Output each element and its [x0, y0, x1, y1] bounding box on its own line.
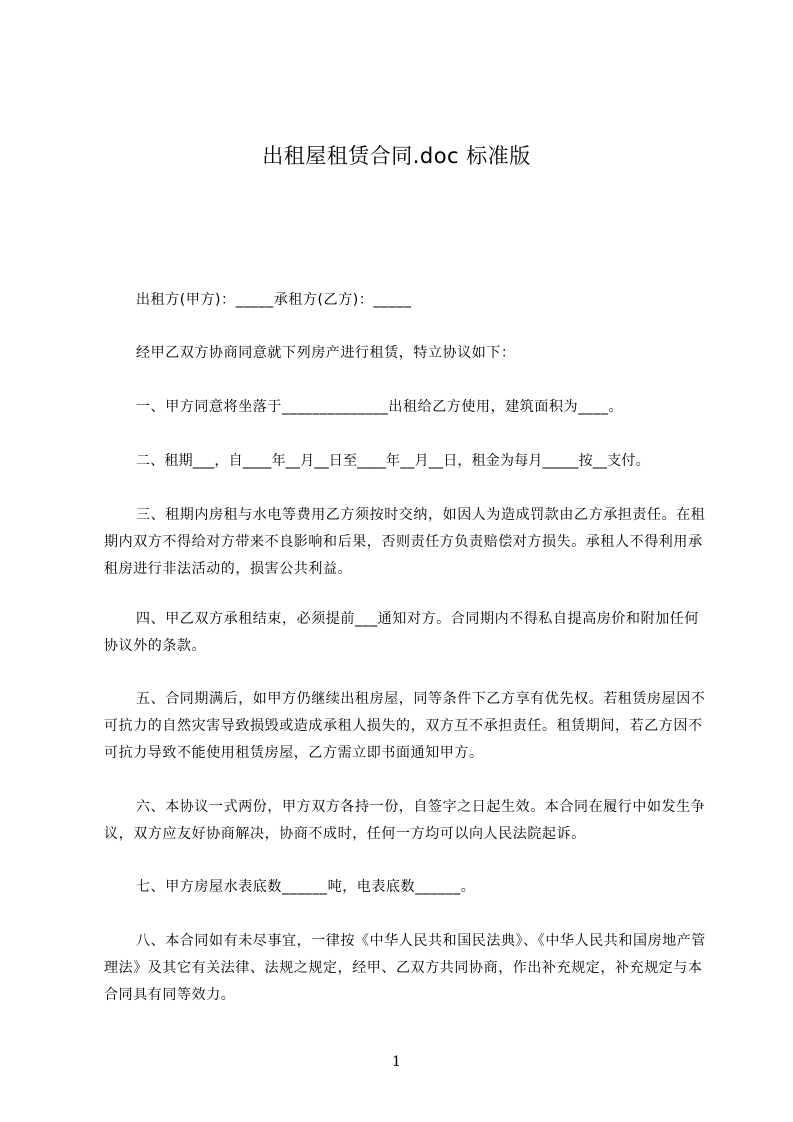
clause-6: 六、本协议一式两份，甲方双方各持一份，自签字之日起生效。本合同在履行中如发生争议，双方应友好协商解决，协商不成时，任何一方均可以向人民法院起诉。 — [104, 799, 706, 842]
page-number: 1 — [392, 1054, 401, 1070]
clause-7: 七、甲方房屋水表底数______吨，电表底数______。 — [136, 879, 476, 895]
clause-1: 一、甲方同意将坐落于______________出租给乙方使用，建筑面积为____。 — [136, 399, 624, 415]
clause-5: 五、合同期满后，如甲方仍继续出租房屋，同等条件下乙方享有优先权。若租赁房屋因不可抗力的自然灾害导致损毁或造成承租人损失的，双方互不承担责任。租赁期间，若乙方因不可抗力导致不能使用租赁房屋，乙方需立即书面通知甲方。 — [104, 691, 706, 761]
clause-3: 三、租期内房租与水电等费用乙方须按时交纳，如因人为造成罚款由乙方承担责任。在租期内双方不得给对方带来不良影响和后果，否则责任方负责赔偿对方损失。承租人不得利用承租房进行非法活动的，损害公共利益。 — [104, 507, 706, 577]
clause-2: 二、租期___，自____年__月__日至____年__月__日，租金为每月_____按__支付。 — [136, 453, 650, 469]
parties-line: 出租方(甲方)：_____承租方(乙方)：_____ — [136, 292, 412, 308]
intro-paragraph: 经甲乙双方协商同意就下列房产进行租赁，特立协议如下： — [136, 345, 516, 361]
clause-8: 八、本合同如有未尽事宜，一律按《中华人民共和国民法典》、《中华人民共和国房地产管理法》及其它有关法律、法规之规定，经甲、乙双方共同协商，作出补充规定，补充规定与本合同具有同等效力。 — [104, 933, 706, 1003]
document-title: 出租屋租赁合同.doc 标准版 — [262, 144, 531, 168]
clause-4: 四、甲乙双方承租结束，必须提前___通知对方。合同期内不得私自提高房价和附加任何协议外的条款。 — [104, 611, 699, 654]
